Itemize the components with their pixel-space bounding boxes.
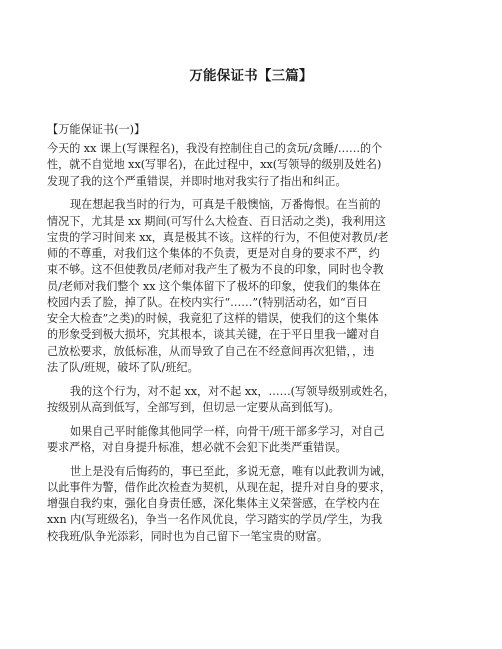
text-line: 安全大检查”之类)的时候，我竟犯了这样的错误，使我们的这个集体 xyxy=(47,312,379,325)
text-line: 要求严格，对自身提升标准，想必就不会犯下此类严重错误。 xyxy=(47,440,347,454)
paragraph-gap xyxy=(47,376,459,384)
text-line: 现在想起我当时的行为，可真是千般懊恼，万番悔恨。在当前的 xyxy=(70,198,381,212)
text-line: 性，就不自觉地 xx(写罪名)，在此过程中，xx(写领导的级别及姓名) xyxy=(47,158,382,172)
paragraph-gap xyxy=(47,456,459,464)
paragraph-gap xyxy=(47,416,459,424)
text-line: 世上是没有后悔药的，事已至此，多说无意，唯有以此教训为诫， xyxy=(70,464,392,478)
text-line: 发现了我的这个严重错误，并即时地对我实行了指出和纠正。 xyxy=(47,174,347,188)
paragraph-gap xyxy=(47,190,459,198)
text-line: xxn 内(写班级名)，争当一名作风优良，学习踏实的学员/学生，为我 xyxy=(47,513,383,527)
text-line: 我的这个行为，对不起 xx，对不起 xx，……(写领导级别或姓名， xyxy=(70,384,395,398)
text-line: 增强自我约束，强化自身责任感，深化集体主义荣誉感，在学校内在 xyxy=(47,497,380,510)
text-line: 校园内丢了脸，掉了队。在校内实行“……”(特别活动名，如“百日 xyxy=(47,295,368,309)
text-line: 今天的 xx 课上(写课程名)，我没有控制住自己的贪玩/贪睡/……的个 xyxy=(47,142,383,155)
text-line: 己放松要求，放低标准，从而导致了自己在不经意间再次犯错，，违 xyxy=(47,344,375,358)
text-line: 宝贵的学习时间来 xx，真是极其不该。这样的行为，不但使对教员/老 xyxy=(47,230,389,244)
text-line: 按级别从高到低写，全部写到，但切忌一定要从高到低写)。 xyxy=(47,400,340,414)
text-line: 以此事件为警，借作此次检查为契机，从现在起，提升对自身的要求， xyxy=(47,480,391,494)
text-line: 如果自己平时能像其他同学一样，向骨干/班干部多学习，对自己 xyxy=(70,424,385,438)
section-heading: 【万能保证书(一)】 xyxy=(47,123,146,136)
text-line: 的形象受到极大损坏，究其根本，谈其关键，在于平日里我一罐对自 xyxy=(47,328,380,342)
text-line: 法了队/班规，破坏了队/班纪。 xyxy=(47,360,199,374)
text-line: 校我班/队争光添彩，同时也为自己留下一笔宝贵的财富。 xyxy=(47,529,329,543)
document-body xyxy=(47,141,459,545)
text-line: 员/老师对我们整个 xx 这个集体留下了极坏的印象，使我们的集体在 xyxy=(47,279,381,293)
text-line: 束不够。这不但使教员/老师对我产生了极为不良的印象，同时也令教 xyxy=(47,263,384,277)
text-line: 师的不尊重，对我们这个集体的不负责，更是对自身的要求不严，约 xyxy=(47,247,380,260)
document-title: 万能保证书【三篇】 xyxy=(189,68,313,84)
text-line: 情况下，尤其是 xx 期间(可写什么大检查、百日活动之类)，我利用这 xyxy=(47,214,386,228)
